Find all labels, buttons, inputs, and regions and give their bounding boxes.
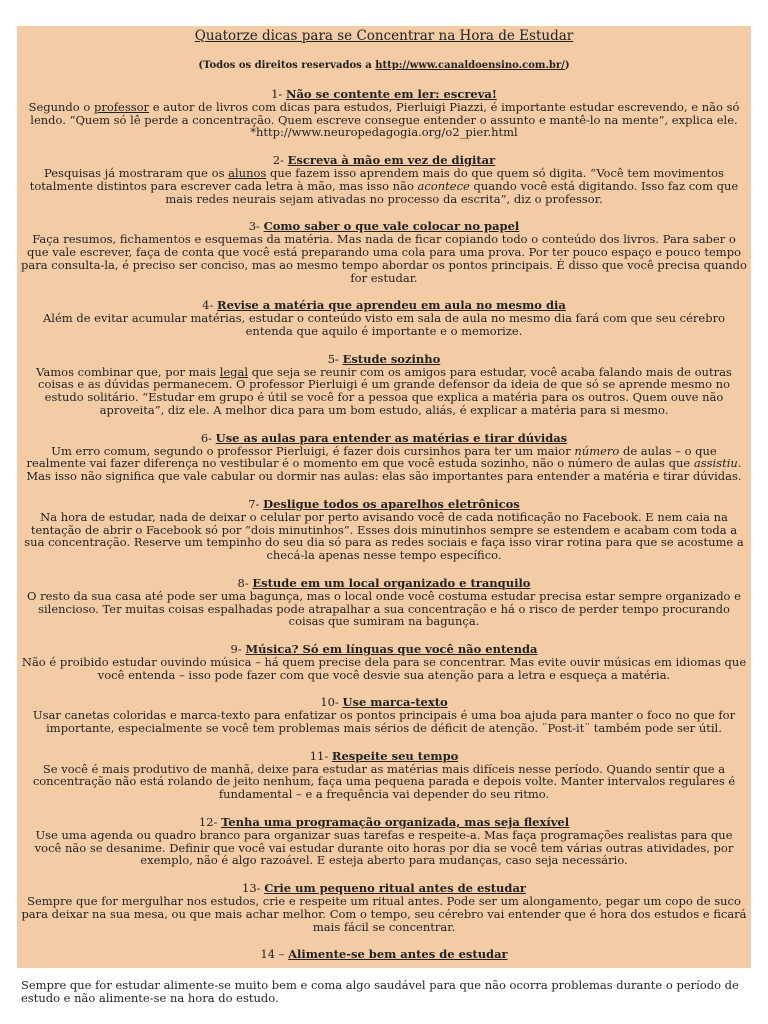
document-title: Quatorze dicas para se Concentrar na Hora de Estudar <box>194 28 574 44</box>
tip-text: e autor de livros com dicas para estudos, Pierluigi Piazzi, é importante estudar escrevendo, e não só lendo. “Quem só lê perde a concentração. Quem escreve consegue entender o assunto e mantê-lo na mente”, explica ele. <box>30 99 740 127</box>
tip-body <box>21 167 747 205</box>
tip-title: Estude em um local organizado e tranquilo <box>252 575 531 590</box>
tip-text: Pesquisas já mostraram que os <box>44 165 229 180</box>
tip-8 <box>21 577 747 628</box>
tip-body <box>21 445 747 483</box>
tip-number: 13- <box>242 881 265 896</box>
tip-number: 12- <box>198 815 222 830</box>
tip-number: 3- <box>248 219 264 234</box>
tip-body: Faça resumos, fichamentos e esquemas da matéria. Mas nada de ficar copiando todo o conteúdo dos livros. Para saber o que vale escrever, faça de conta que você está preparando uma cola para uma prova. Por ter pouco espaço e pouco tempo para consulta-la, é preciso ser conciso, mas ao mesmo tempo abordar os pontos principais. É disso que você precisa quando for estudar. <box>21 232 747 285</box>
tip-number: 2- <box>272 153 288 168</box>
tip-text: quando você está digitando. Isso faz com que mais redes neurais sejam ativadas no processo da escrita”, diz o professor. <box>165 178 739 206</box>
tip-number: 7- <box>248 496 264 511</box>
tip-heading <box>21 577 747 590</box>
tip-italic-text: assistiu <box>693 456 738 471</box>
tip-text: . Mas isso não significa que vale cabular ou dormir nas aulas: elas são importantes para entender a matéria e tirar dúvidas. <box>26 456 742 484</box>
tip-1 <box>21 88 747 139</box>
tip-12 <box>21 816 747 867</box>
tip-title: Não se contente em ler: escreva! <box>285 87 497 101</box>
tip-link[interactable]: professor <box>93 99 150 114</box>
tip-body: Usar canetas coloridas e marca-texto para enfatizar os pontos principais é uma boa ajuda para manter o foco no que for importante, especialmente se você tem problemas mais sérios de déficit de atenção. ¨Post-it¨ também pode ser útil. <box>32 708 736 736</box>
tip-number: 14 – <box>260 947 289 962</box>
tip-heading <box>21 750 747 763</box>
tip-10 <box>21 696 747 734</box>
tip-heading <box>21 498 747 511</box>
tip-title: Alimente-se bem antes de estudar <box>288 947 508 962</box>
tip-title: Use as aulas para entender as matérias e tirar dúvidas <box>215 430 568 445</box>
tip-title: Respeite seu tempo <box>331 748 459 763</box>
tip-7 <box>21 498 747 562</box>
tip-title: Música? Só em línguas que você não entenda <box>245 642 538 657</box>
tip-6 <box>21 432 747 483</box>
tip-italic-text: número <box>574 443 620 458</box>
tip-heading <box>21 643 747 656</box>
tip-text: de aulas – o que realmente vai fazer diferença no vestibular é o momento em que você estuda sozinho, não o número de aulas que <box>26 443 717 471</box>
tip-link[interactable]: alunos <box>228 165 267 180</box>
tip-heading <box>21 816 747 829</box>
tip-title: Estude sozinho <box>342 351 441 366</box>
tip-number: 9- <box>230 642 246 657</box>
tip-body: Sempre que for estudar alimente-se muito bem e coma algo saudável para que não ocorra problemas durante o período de estudo e não alimente-se na hora do estudo. <box>21 978 739 1006</box>
rights-suffix: ) <box>564 60 570 71</box>
tip-text: Segundo o <box>28 99 94 114</box>
tip-4 <box>21 299 747 337</box>
tip-reference-link[interactable]: *http://www.neuropedagogia.org/o2_pier.html <box>250 125 518 140</box>
tip-body: Se você é mais produtivo de manhã, deixe para estudar as matérias mais difíceis nesse período. Quando sentir que a concentração não está rolando de jeito nenhum, faça uma pequena parada e depois volte. Manter intervalos regulares é fundamental – e a frequência vai depender do seu ritmo. <box>32 761 736 802</box>
tip-number: 4- <box>202 298 218 313</box>
tip-title: Como saber o que vale colocar no papel <box>263 219 520 234</box>
tip-title: Crie um pequeno ritual antes de estudar <box>264 881 526 896</box>
rights-link[interactable]: http://www.canaldoensino.com.br/ <box>375 60 565 71</box>
tip-body <box>21 366 747 417</box>
tip-text: Vamos combinar que, por mais <box>36 364 220 379</box>
tip-number: 6- <box>200 430 216 445</box>
tip-body: Na hora de estudar, nada de deixar o celular por perto avisando você de cada notificação no Facebook. E nem caia na tentação de abrir o Facebook só por “dois minutinhos”. Esses dois minutinhos sempre se estendem e acabam com toda a sua concentração. Reserve um tempinho do seu dia só para as redes sociais e faça isso virar rotina para que se acostume a checá-la apenas nesse tempo específico. <box>24 509 744 563</box>
tip-11 <box>21 750 747 801</box>
tip-13 <box>21 882 747 933</box>
rights-notice <box>21 60 747 72</box>
tip-body: Não é proibido estudar ouvindo música – há quem precise dela para se concentrar. Mas evite ouvir músicas em idiomas que você entenda – isso pode fazer com que você desvie sua atenção para a letra e esqueça a matéria. <box>21 654 747 682</box>
tip-body <box>21 101 747 139</box>
tip-title: Desligue todos os aparelhos eletrônicos <box>263 496 520 511</box>
rights-prefix: (Todos os direitos reservados a <box>198 60 376 71</box>
tip-body: Além de evitar acumular matérias, estudar o conteúdo visto em sala de aula no mesmo dia fará com que seu cérebro entenda que aquilo é importante e o memorize. <box>42 311 726 338</box>
tip-title: Escreva à mão em vez de digitar <box>287 153 496 168</box>
tip-number: 8- <box>237 575 253 590</box>
tip-italic-text: acontece <box>417 178 470 193</box>
tip-body: Sempre que for mergulhar nos estudos, crie e respeite um ritual antes. Pode ser um alongamento, pegar um copo de suco para deixar na sua mesa, ou que mais achar melhor. Com o tempo, seu cérebro vai entender que é hora dos estudos e ficará mais fácil se concentrar. <box>21 894 747 934</box>
tip-3 <box>21 220 747 284</box>
tip-heading <box>21 948 747 961</box>
tip-text: que fazem isso aprendem mais do que quem só digita. “Você tem movimentos totalmente distintos para escrever cada letra à mão, mas isso não <box>29 165 724 193</box>
tip-body: O resto da sua casa até pode ser uma bagunça, mas o local onde você costuma estudar precisa estar sempre organizado e silencioso. Ter muitas coisas espalhadas pode atrapalhar a sua concentração e há o risco de perder tempo procurando coisas que sumiram na bagunça. <box>27 588 741 629</box>
tip-5 <box>21 353 747 417</box>
tip-number: 11- <box>309 748 332 763</box>
tip-number: 1- <box>271 87 286 101</box>
tip-title: Tenha uma programação organizada, mas seja flexível <box>221 815 570 830</box>
tip-link[interactable]: legal <box>219 364 249 379</box>
tip-title: Use marca-texto <box>342 695 448 710</box>
tip-14 <box>21 948 747 1004</box>
tip-text: Um erro comum, segundo o professor Pierluigi, é fazer dois cursinhos para ter um maior <box>51 443 575 458</box>
tip-body: Use uma agenda ou quadro branco para organizar suas tarefas e respeite-a. Mas faça programações realistas para que você não se desanime. Definir que você vai estudar durante oito horas por dia se você tem várias outras atividades, por exemplo, não é algo razoável. E esteja aberto para mudanças, caso seja necessário. <box>34 827 734 868</box>
tip-2 <box>21 154 747 205</box>
tip-9 <box>21 643 747 681</box>
tip-text: que seja se reunir com os amigos para estudar, você acaba falando mais de outras coisas e as dúvidas permanecem. O professor Pierluigi é um grande defensor da ideia de que só se aprende mesmo no estudo solitário. “Estudar em grupo é útil se você for a pessoa que explica a matéria para os outros. Quem ouve não aproveita”, diz ele. A melhor dica para um bom estudo, aliás, é explicar a matéria para si mesmo. <box>38 364 732 417</box>
document-page <box>17 26 751 1006</box>
tip-number: 10- <box>320 695 343 710</box>
tip-title: Revise a matéria que aprendeu em aula no mesmo dia <box>217 298 566 313</box>
tip-number: 5- <box>327 351 343 366</box>
